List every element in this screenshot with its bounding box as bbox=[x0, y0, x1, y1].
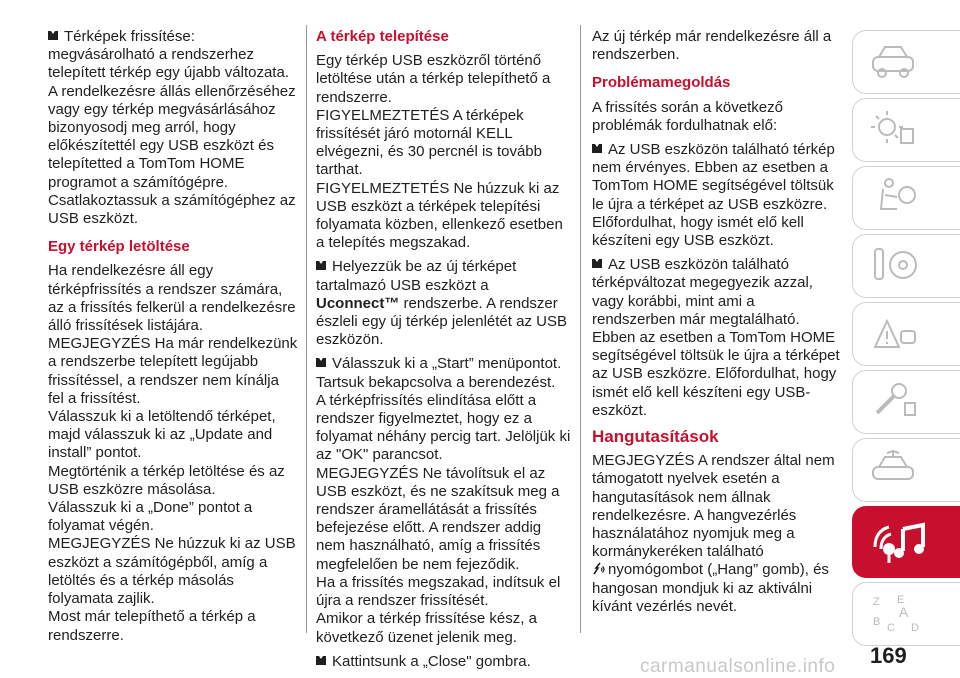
tab-car-specs[interactable] bbox=[852, 438, 960, 502]
paragraph: Megtörténik a térkép letöltése és az USB eszközre másolása. bbox=[48, 462, 285, 498]
tab-alphabet-index[interactable] bbox=[852, 582, 960, 646]
svg-text:B: B bbox=[873, 616, 881, 628]
note: MEGJEGYZÉS Ha már rendelkezünk a rendszerbe telepített legújabb frissítéssel, a rendszer nem kínálja fel a frissítést. bbox=[48, 335, 298, 407]
product-name: Uconnect™ bbox=[316, 294, 400, 312]
paragraph: Ha rendelkezésre áll egy térképfrissítés a rendszer számára, az a frissítés felkerül a rendelkezésre álló frissítések listájára. bbox=[48, 262, 296, 335]
key-steering-icon bbox=[867, 243, 927, 287]
tab-warning-lights[interactable] bbox=[852, 98, 960, 162]
paragraph-text: nyomógombot („Hang” gomb), és hangosan mondjuk ki az aktiválni kívánt vezérlés nevét. bbox=[592, 561, 829, 615]
car-breakdown-icon bbox=[867, 311, 927, 355]
paragraph: Amikor a térkép frissítése kész, a következő üzenet jelenik meg. bbox=[316, 610, 537, 646]
paragraph: Most már telepíthető a térkép a rendszerre. bbox=[48, 608, 256, 644]
paragraph bbox=[48, 28, 298, 83]
paragraph: Válasszuk ki a letöltendő térképet, majd válasszuk ki az „Update and install” pontot. bbox=[48, 408, 276, 462]
svg-text:D: D bbox=[911, 622, 919, 634]
warning-lights-icon bbox=[867, 107, 927, 151]
voice-button-icon bbox=[592, 562, 606, 576]
page-number: 169 bbox=[870, 643, 907, 668]
bullet-icon bbox=[48, 31, 58, 40]
paragraph-text: Válasszuk ki a „Start” menüpontot. bbox=[332, 355, 562, 373]
multimedia-icon bbox=[867, 517, 937, 569]
paragraph bbox=[316, 653, 572, 671]
paragraph-text: Az USB eszközön található térkép nem érvényes. Ebben az esetben a TomTom HOME segítségével töltsük le újra a térképet az USB eszközre. Előfordulhat, hogy ismét elő kell készíteni egy USB eszközt. bbox=[592, 141, 835, 250]
bullet-icon bbox=[316, 656, 326, 665]
paragraph bbox=[592, 141, 842, 250]
warning: FIGYELMEZTETÉS Ne húzzuk ki az USB eszközt a térképek telepítési folyamata közben, ellenkező esetben a telepítés megszakad. bbox=[316, 179, 563, 252]
tab-car-info[interactable] bbox=[852, 30, 960, 94]
svg-text:E: E bbox=[897, 594, 905, 606]
paragraph-text: rendszerbe. A rendszer észleli egy új térkép jelenlétét az USB eszközön. bbox=[316, 294, 567, 349]
paragraph: Tartsuk bekapcsolva a berendezést. bbox=[316, 373, 556, 391]
svg-text:C: C bbox=[887, 622, 895, 634]
paragraph: Válasszuk ki a „Done” pontot a folyamat végén. bbox=[48, 499, 253, 535]
section-heading: Egy térkép letöltése bbox=[48, 238, 190, 256]
car-specs-icon bbox=[867, 447, 927, 491]
note: MEGJEGYZÉS Ne húzzuk ki az USB eszközt a számítógépből, amíg a letöltés és a térkép másolás folyamata zajlik. bbox=[48, 535, 296, 608]
paragraph-text: Helyezzük be az új térképet tartalmazó USB eszközt a bbox=[316, 258, 517, 294]
service-wrench-icon bbox=[867, 379, 927, 423]
chapter-tabs bbox=[852, 30, 960, 650]
section-heading: A térkép telepítése bbox=[316, 28, 449, 45]
paragraph: A térképfrissítés elindítása előtt a rendszer figyelmeztet, hogy ez a folyamat néhány percig tart. Jelöljük ki az "OK" parancsot. bbox=[316, 391, 571, 464]
tab-key-steering[interactable] bbox=[852, 234, 960, 298]
column-3 bbox=[592, 28, 842, 616]
paragraph: Egy térkép USB eszközről történő letöltése után a térkép telepíthető a rendszerre. bbox=[316, 52, 551, 106]
paragraph: A frissítés során a következő problémák fordulhatnak elő: bbox=[592, 98, 783, 134]
seat-airbag-icon bbox=[867, 175, 927, 219]
bullet-icon bbox=[316, 261, 326, 270]
svg-text:A: A bbox=[899, 604, 909, 620]
paragraph bbox=[316, 355, 572, 373]
tab-multimedia[interactable] bbox=[852, 506, 960, 578]
paragraph: Csatlakoztassuk a számítógéphez az USB eszközt. bbox=[48, 191, 296, 228]
paragraph bbox=[592, 256, 842, 420]
tab-service[interactable] bbox=[852, 370, 960, 434]
column-divider bbox=[580, 25, 581, 633]
bullet-icon bbox=[316, 358, 326, 367]
paragraph bbox=[592, 561, 842, 616]
paragraph: Ha a frissítés megszakad, indítsuk el újra a rendszer frissítését. bbox=[316, 573, 561, 610]
column-divider bbox=[306, 25, 307, 633]
section-heading: Hangutasítások bbox=[592, 427, 719, 447]
column-2 bbox=[316, 28, 572, 671]
car-info-icon bbox=[867, 39, 927, 83]
paragraph bbox=[316, 258, 572, 349]
paragraph-text: Az USB eszközön található térképváltozat megegyezik azzal, vagy korábbi, mint ami a rendszerben már megtalálható. Ebben az esetben a TomTom HOME segítségével töltsük le újra a térképet az USB eszközre. Előfordulhat, hogy ismét elő kell készíteni egy USB-eszközt. bbox=[592, 256, 840, 419]
column-1 bbox=[48, 28, 298, 645]
bullet-icon bbox=[592, 259, 602, 268]
paragraph-text: Térképek frissítése: megvásárolható a rendszerhez telepített térkép egy újabb változata. bbox=[48, 28, 289, 82]
tab-seat-airbag[interactable] bbox=[852, 166, 960, 230]
warning: FIGYELMEZTETÉS A térképek frissítését járó motornál KELL elvégezni, és 30 percnél is tovább tarthat. bbox=[316, 106, 542, 179]
svg-text:Z: Z bbox=[873, 596, 880, 608]
bullet-icon bbox=[592, 144, 602, 153]
paragraph: Az új térkép már rendelkezésre áll a rendszerben. bbox=[592, 28, 832, 64]
paragraph-text: Kattintsunk a „Close" gombra. bbox=[332, 652, 531, 670]
paragraph: A rendelkezésre állás ellenőrzéséhez vagy egy térkép megvásárlásához bizonyosodj meg arról, hogy előkészítettél egy USB eszközt és telepítetted a TomTom HOME programot a számítógépre. bbox=[48, 82, 296, 191]
section-heading: Problémamegoldás bbox=[592, 74, 731, 92]
note: MEGJEGYZÉS A rendszer által nem támogatott nyelvek esetén a hangutasítások nem állnak rendelkezésre. A hangvezérlés használatához nyomjuk meg a kormánykeréken található bbox=[592, 452, 835, 561]
watermark: carmanualsonline.info bbox=[640, 656, 836, 677]
tab-car-breakdown[interactable] bbox=[852, 302, 960, 366]
note: MEGJEGYZÉS Ne távolítsuk el az USB eszközt, és ne szakítsuk meg a rendszer áramellátását a frissítés befejezése előtt. A rendszer addig nem használható, amíg a frissítés megfelelően be nem fejeződik. bbox=[316, 464, 560, 573]
alphabet-index-icon bbox=[867, 591, 927, 635]
